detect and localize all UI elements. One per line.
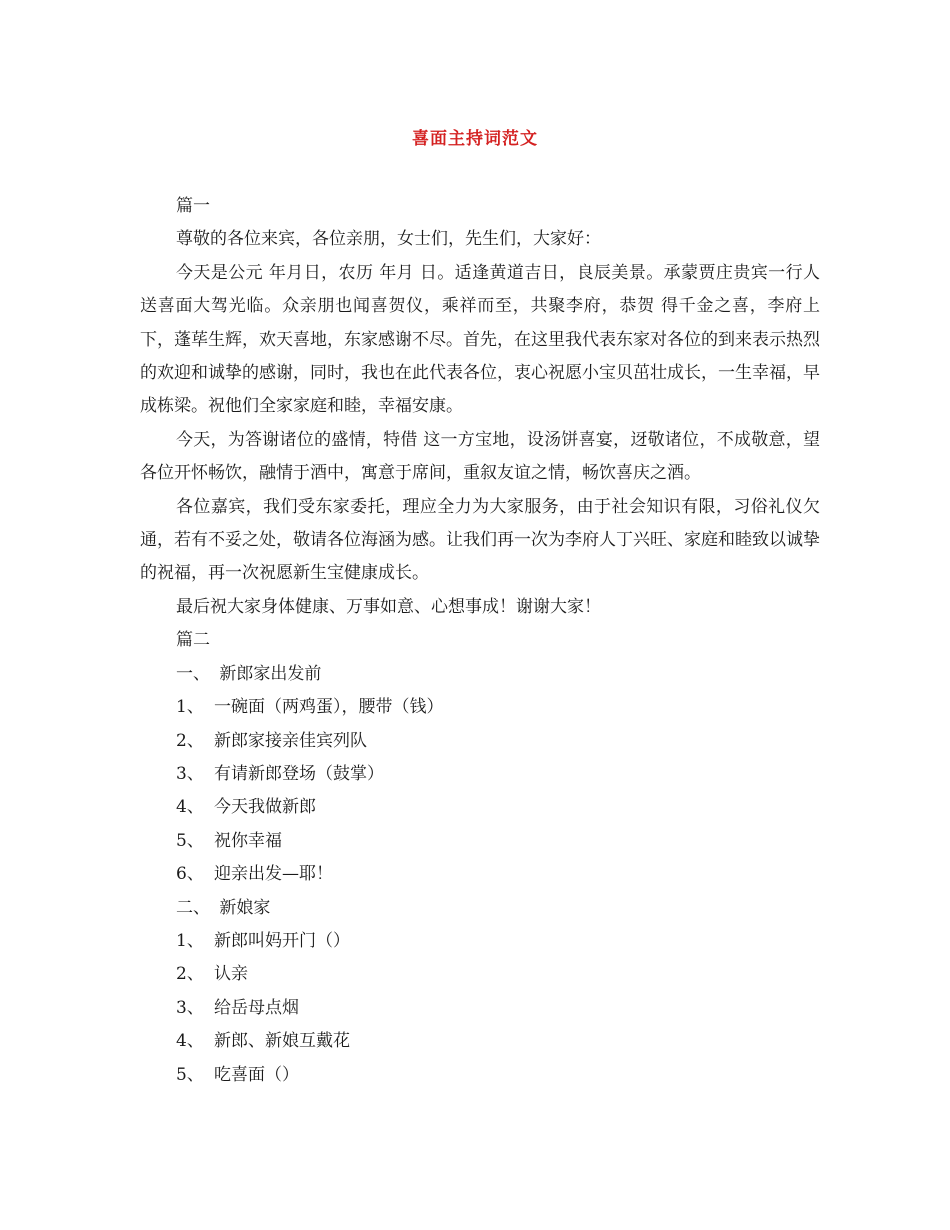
list-item: 4、 新郎、新娘互戴花 [176,1031,350,1052]
list-item: 5、 吃喜面（） [176,1064,299,1085]
list-item: 2、 认亲 [176,964,248,985]
section1-closing: 最后祝大家身体健康、万事如意、心想事成！谢谢大家！ [176,596,601,617]
list-item: 4、 今天我做新郎 [176,797,316,818]
list-item: 5、 祝你幸福 [176,830,282,851]
part1-label: 一、 [176,663,210,684]
part2-label: 二、 [176,897,210,918]
section1-greeting: 尊敬的各位来宾，各位亲朋，女士们，先生们，大家好： [176,229,601,250]
part1-title: 新郎家出发前 [219,663,322,684]
part2-title: 新娘家 [219,897,271,918]
list-item: 3、 给岳母点烟 [176,997,299,1018]
part1-heading [140,658,820,691]
list-item: 2、 新郎家接亲佳宾列队 [176,730,367,751]
part2-heading [140,892,820,925]
list-item: 1、 新郎叫妈开门（） [176,930,350,951]
section2-heading: 篇二 [176,630,210,651]
section1-paragraph-3: 各位嘉宾，我们受东家委托，理应全力为大家服务，由于社会知识有限，习俗礼仪欠通，若有不妥之处，敬请各位海涵为感。让我们再一次为李府人丁兴旺、家庭和睦致以诚挚的祝福，再一次祝愿新生宝健康成长。 [140,496,820,584]
document-body [140,190,820,1092]
document-title: 喜面主持词范文 [412,129,538,149]
list-item: 1、 一碗面（两鸡蛋），腰带（钱） [176,697,444,718]
section1-paragraph-1: 今天是公元 年月日，农历 年月 日。适逢黄道吉日，良辰美景。承蒙贾庄贵宾一行人送喜面大驾光临。众亲朋也闻喜贺仪，乘祥而至，共聚李府，恭贺 得千金之喜，李府上下，蓬荜生辉，欢天喜地，东家感谢不尽。首先，在这里我代表东家对各位的到来表示热烈的欢迎和诚挚的感谢，同时，我也在此代表各位，衷心祝愿小宝贝茁壮成长，一生幸福，早成栋梁。祝他们全家家庭和睦，幸福安康。 [140,262,820,417]
section1-paragraph-2: 今天，为答谢诸位的盛情，特借 这一方宝地，设汤饼喜宴，迓敬诸位，不成敬意，望各位开怀畅饮，融情于酒中，寓意于席间，重叙友谊之情，畅饮喜庆之酒。 [140,429,820,484]
list-item: 6、 迎亲出发—耶！ [176,864,333,885]
list-item: 3、 有请新郎登场（鼓掌） [176,763,384,784]
section1-heading: 篇一 [176,196,210,216]
